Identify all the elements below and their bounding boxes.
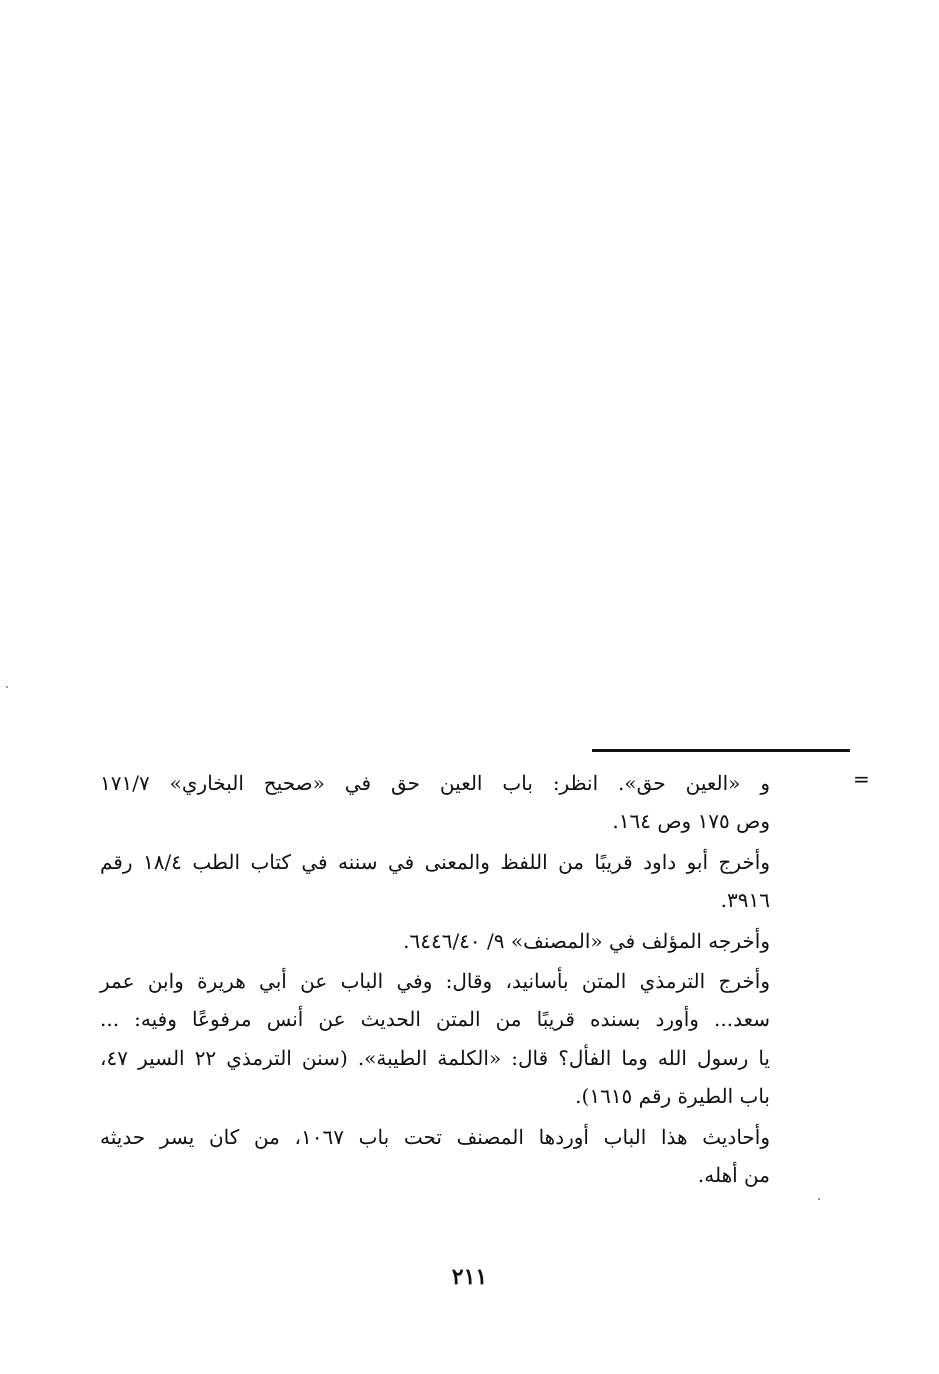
footnote-line: سعد... وأورد بسنده قريبًا من المتن الحديث عن أنس مرفوعًا وفيه: ...	[100, 1007, 770, 1032]
footnote-line: وأخرجه المؤلف في «المصنف» ٩/ ٦٤٤٦/٤٠.	[403, 928, 770, 953]
scan-speck	[6, 686, 8, 688]
scan-speck	[818, 1198, 820, 1200]
footnote-line: يا رسول الله وما الفأل؟ قال: «الكلمة الطيبة». (سنن الترمذي ٢٢ السير ٤٧،	[100, 1045, 771, 1070]
footnote-line: ٣٩١٦.	[720, 888, 770, 913]
footnote-line: باب الطيرة رقم ١٦١٥).	[575, 1084, 770, 1109]
footnotes-block	[100, 764, 770, 1194]
footnote-line: وأخرج الترمذي المتن بأسانيد، وقال: وفي الباب عن أبي هريرة وابن عمر	[100, 968, 770, 993]
continuation-mark: =	[853, 767, 870, 791]
footnote-separator-rule	[592, 749, 850, 752]
footnote-line: من أهله.	[697, 1162, 770, 1187]
footnote-line: وص ١٧٥ وص ١٦٤.	[612, 809, 770, 834]
footnote-line: وأحاديث هذا الباب أوردها المصنف تحت باب ١٠٦٧، من كان يسر حديثه	[100, 1124, 770, 1149]
page-number: ٢١١	[451, 1264, 488, 1290]
footnote-line: وأخرج أبو داود قريبًا من اللفظ والمعنى في سننه في كتاب الطب ١٨/٤ رقم	[100, 849, 770, 874]
footnote-line: و «العين حق». انظر: باب العين حق في «صحيح البخاري» ١٧١/٧	[100, 771, 770, 795]
